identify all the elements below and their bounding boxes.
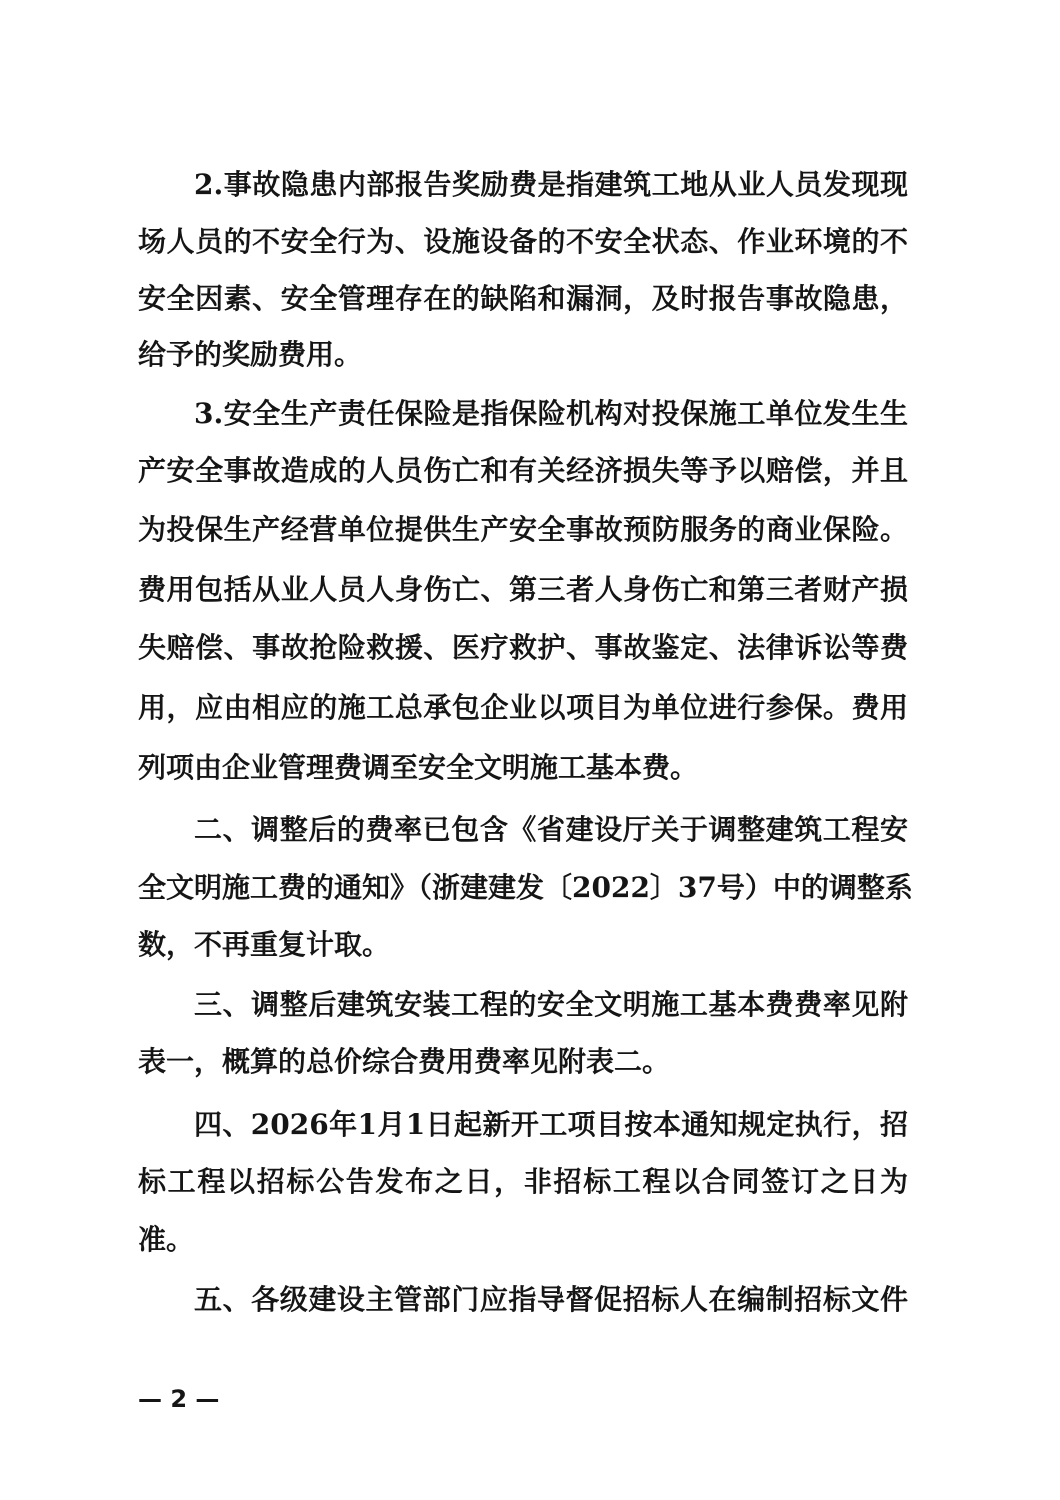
text-line: 安全因素、安全管理存在的缺陷和漏洞，及时报告事故隐患， — [138, 282, 908, 315]
text-line: 全文明施工费的通知》（浙建建发〔2022〕37号）中的调整系 — [138, 871, 913, 904]
text-line: 2.事故隐患内部报告奖励费是指建筑工地从业人员发现现 — [194, 168, 908, 201]
text-line: 五、各级建设主管部门应指导督促招标人在编制招标文件 — [194, 1283, 908, 1316]
text-line: 场人员的不安全行为、设施设备的不安全状态、作业环境的不 — [138, 225, 908, 258]
text-line: 四、2026年1月1日起新开工项目按本通知规定执行，招 — [194, 1108, 908, 1141]
text-line: 费用包括从业人员人身伤亡、第三者人身伤亡和第三者财产损 — [138, 573, 908, 606]
text-line: 给予的奖励费用。 — [138, 338, 363, 371]
text-line: 标工程以招标公告发布之日，非招标工程以合同签订之日为 — [138, 1165, 908, 1198]
text-line: 产安全事故造成的人员伤亡和有关经济损失等予以赔偿，并且 — [138, 454, 908, 487]
text-line: 二、调整后的费率已包含《省建设厅关于调整建筑工程安 — [194, 813, 908, 846]
text-line: 表一，概算的总价综合费用费率见附表二。 — [138, 1045, 671, 1078]
text-line: 失赔偿、事故抢险救援、医疗救护、事故鉴定、法律诉讼等费 — [138, 631, 908, 664]
page-number: — 2 — — [138, 1385, 220, 1413]
text-line: 为投保生产经营单位提供生产安全事故预防服务的商业保险。 — [138, 513, 908, 546]
text-line: 三、调整后建筑安装工程的安全文明施工基本费费率见附 — [194, 988, 908, 1021]
text-line: 用，应由相应的施工总承包企业以项目为单位进行参保。费用 — [138, 691, 908, 724]
text-line: 列项由企业管理费调至安全文明施工基本费。 — [138, 751, 699, 784]
text-line: 准。 — [138, 1223, 195, 1256]
text-line: 3.安全生产责任保险是指保险机构对投保施工单位发生生 — [194, 397, 908, 430]
text-line: 数，不再重复计取。 — [138, 928, 391, 961]
